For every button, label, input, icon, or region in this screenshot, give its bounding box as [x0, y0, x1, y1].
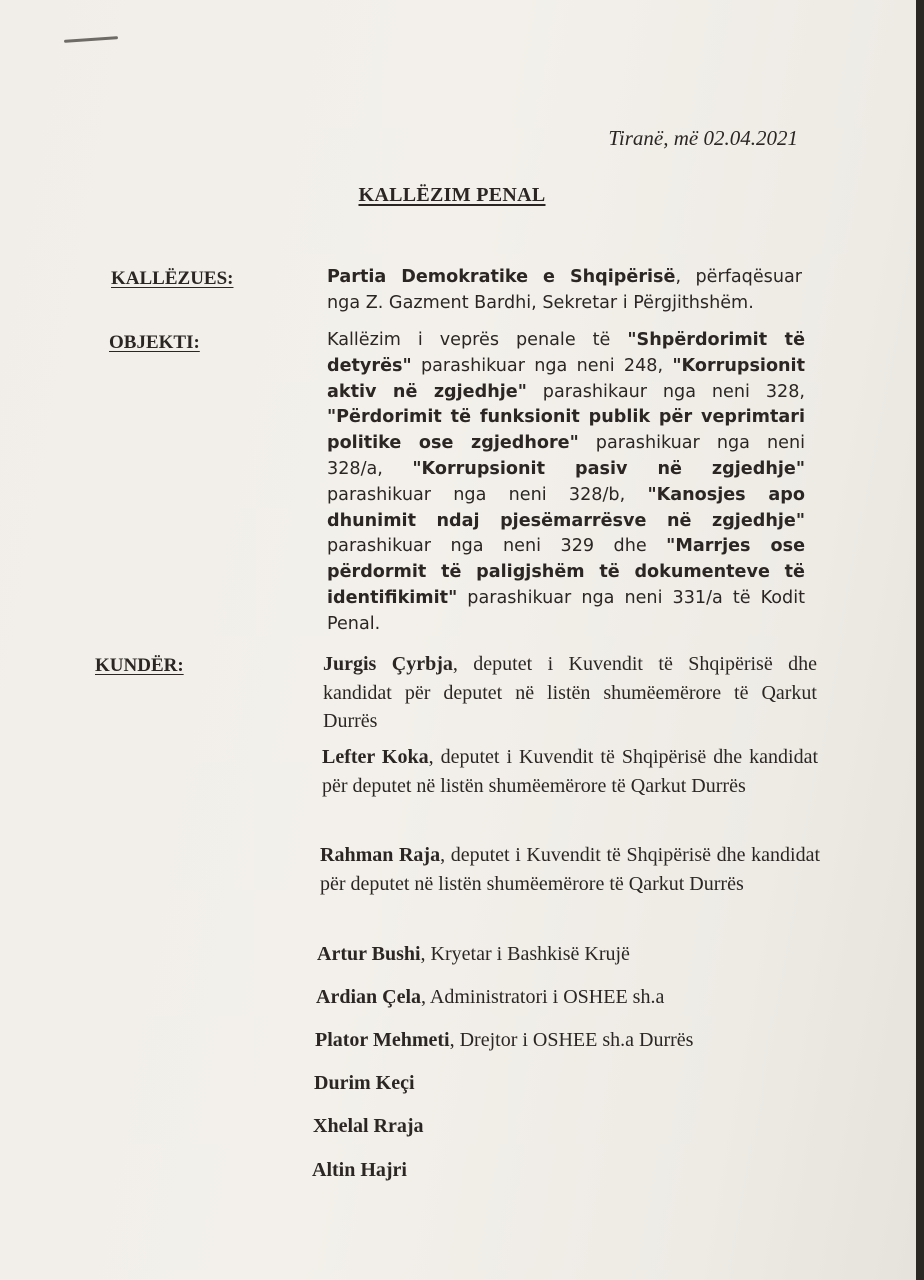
kallezues-text: Partia Demokratike e Shqipërisë, përfaqësuar nga Z. Gazment Bardhi, Sekretar i Përgjithshëm. [327, 267, 803, 313]
defendant-entry: Lefter Koka, deputet i Kuvendit të Shqipërisë dhe kandidat për deputet në listën shumëemërore të Qarkut Durrës [322, 746, 819, 797]
defendant-entry: Jurgis Çyrbja, deputet i Kuvendit të Shqipërisë dhe kandidat për deputet në listën shumëemërore të Qarkut Durrës [323, 653, 817, 732]
objekti-text: Kallëzim i veprës penale të "Shpërdorimit të detyrës" parashikuar nga neni 248, "Korrupsionit aktiv në zgjedhje" parashikaur nga neni 328, "Përdorimit të funksionit publik për veprimtari politike ose zgjedhore" parashikuar nga neni 328/a, "Korrupsionit pasiv në zgjedhje" parashikuar nga neni 328/b, "Kanosjes apo dhunimit ndaj pjesëmarrësve në zgjedhje" parashikuar nga neni 329 dhe "Marrjes ose përdormit të paligjshëm të dokumenteve të identifikimit" parashikuar nga neni 331/a të Kodit Penal. [327, 330, 805, 634]
defendant-entry: Artur Bushi, Kryetar i Bashkisë Krujë [317, 943, 630, 965]
defendant-entry: Plator Mehmeti, Drejtor i OSHEE sh.a Durrës [315, 1029, 694, 1051]
label-kunder: KUNDËR: [95, 655, 184, 676]
document-date: Tiranë, më 02.04.2021 [608, 126, 798, 150]
label-objekti: OBJEKTI: [109, 332, 200, 353]
defendant-entry: Ardian Çela, Administratori i OSHEE sh.a [316, 986, 665, 1008]
label-kallezues: KALLËZUES: [111, 268, 234, 289]
defendant-entry: Xhelal Rraja [313, 1115, 424, 1137]
document-title: KALLËZIM PENAL [358, 184, 546, 206]
defendant-entry: Rahman Raja, deputet i Kuvendit të Shqipërisë dhe kandidat për deputet në listën shumëemërore të Qarkut Durrës [320, 844, 821, 895]
defendant-entry: Durim Keçi [314, 1072, 415, 1094]
defendant-entry: Altin Hajri [312, 1159, 407, 1181]
pen-mark [64, 36, 118, 43]
